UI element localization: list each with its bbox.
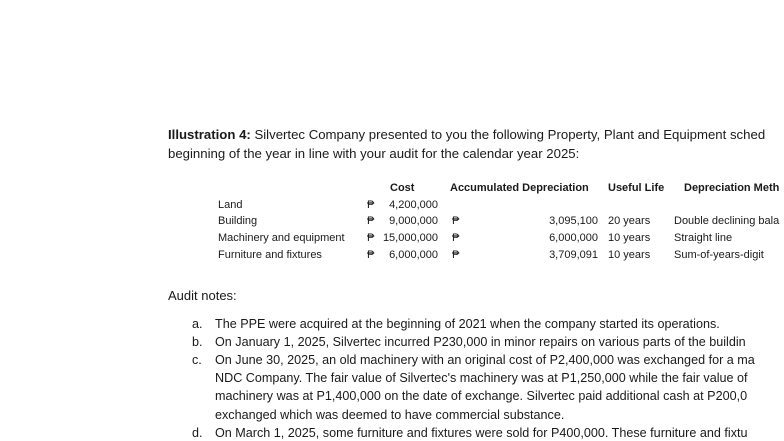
note-text: The PPE were acquired at the beginning of 2021 when the company started its operations. (215, 317, 720, 331)
table-row-accumulated-depreciation: 3,709,091 (549, 249, 598, 261)
header-depreciation-method: Depreciation Meth (684, 182, 780, 194)
note-text: On March 1, 2025, some furniture and fixtures were sold for P400,000. These furniture and fixtu (215, 426, 748, 440)
peso-sign: ₱ (452, 249, 460, 261)
intro-text-1: Silvertec Company presented to you the following Property, Plant and Equipment sched (250, 127, 766, 142)
peso-sign: ₱ (452, 232, 460, 244)
note-letter: c. (192, 353, 202, 367)
peso-sign: ₱ (452, 215, 460, 227)
table-row-accumulated-depreciation: 6,000,000 (549, 232, 598, 244)
header-cost: Cost (390, 182, 415, 194)
table-row-method: Straight line (674, 232, 733, 244)
note-text-line-4: exchanged which was deemed to have commercial substance. (215, 407, 565, 422)
peso-sign: ₱ (367, 232, 375, 244)
audit-notes-heading: Audit notes: (168, 288, 237, 303)
intro-line-1 (168, 125, 765, 144)
table-row-cost: 4,200,000 (389, 199, 438, 211)
table-row-accumulated-depreciation: 3,095,100 (549, 215, 598, 227)
table-row-useful-life: 20 years (608, 215, 651, 227)
note-text-line-1: On June 30, 2025, an old machinery with an original cost of P2,400,000 was exchanged for a ma (215, 353, 755, 367)
note-letter: d. (192, 426, 203, 440)
peso-sign: ₱ (367, 249, 375, 261)
header-accumulated-depreciation: Accumulated Depreciation (450, 182, 589, 194)
table-row-cost: 15,000,000 (382, 232, 438, 244)
table-row-asset: Machinery and equipment (218, 232, 345, 244)
table-row-cost: 9,000,000 (389, 215, 438, 227)
note-letter: a. (192, 317, 203, 331)
note-letter: b. (192, 335, 203, 349)
table-row-method: Double declining bala (674, 215, 780, 227)
table-row-method: Sum-of-years-digit (674, 249, 764, 261)
table-row-useful-life: 10 years (608, 232, 651, 244)
intro-paragraph (168, 125, 765, 163)
intro-line-2: beginning of the year in line with your audit for the calendar year 2025: (168, 146, 580, 161)
note-text-line-2: NDC Company. The fair value of Silvertec's machinery was at P1,250,000 while the fair value of (215, 371, 748, 386)
table-row-asset: Building (218, 215, 258, 227)
note-text-line-3: machinery was at P1,400,000 on the date of exchange. Silvertec paid additional cash at P200,0 (215, 389, 748, 404)
note-text: On January 1, 2025, Silvertec incurred P230,000 in minor repairs on various parts of the buildin (215, 335, 746, 349)
table-row-asset: Land (218, 199, 243, 211)
table-row-useful-life: 10 years (608, 249, 651, 261)
peso-sign: ₱ (367, 199, 375, 211)
peso-sign: ₱ (367, 215, 375, 227)
header-useful-life: Useful Life (608, 182, 665, 194)
illustration-label: Illustration 4: (168, 127, 251, 142)
table-row-asset: Furniture and fixtures (218, 249, 322, 261)
table-row-cost: 6,000,000 (389, 249, 438, 261)
